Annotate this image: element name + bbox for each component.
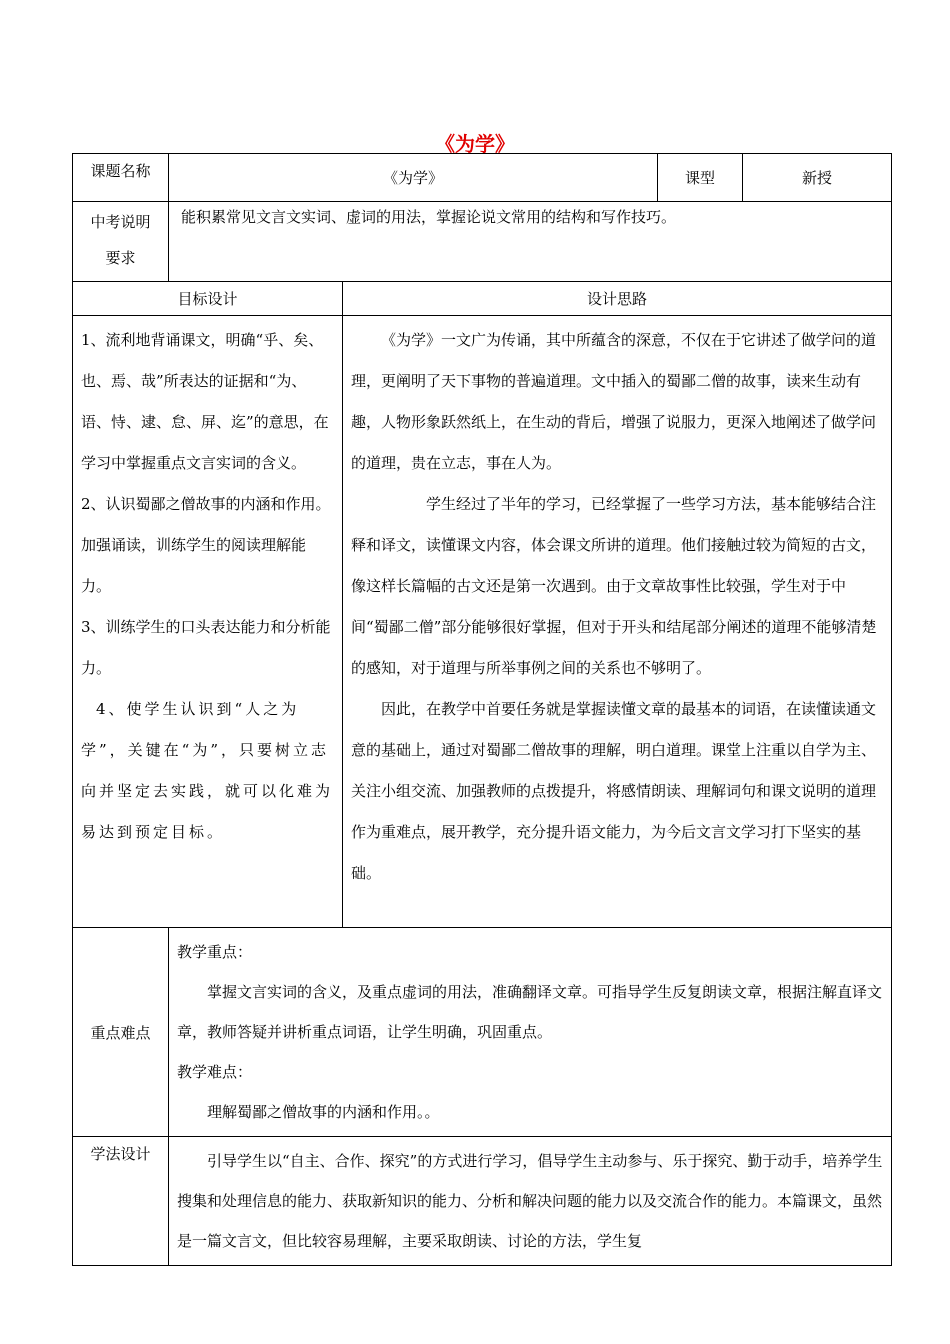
design-idea-header: 设计思路 <box>343 282 892 316</box>
exam-requirement-label <box>73 202 169 282</box>
keypoints-label: 重点难点 <box>73 928 169 1137</box>
document-title: 《为学》 <box>435 132 515 156</box>
exam-requirement-label-line2: 要求 <box>105 249 136 267</box>
lesson-type-value: 新授 <box>743 154 892 202</box>
goal-item: 1、流利地背诵课文，明确“乎、矣、也、焉、哉”所表达的证据和“为、语、恃、逮、怠、屏、迄”的意思，在学习中掌握重点文言实词的含义。 <box>81 331 329 472</box>
goal-item: 2、认识蜀鄙之僧故事的内涵和作用。加强诵读，训练学生的阅读理解能力。 <box>81 495 331 595</box>
keypoints-content <box>169 928 892 1137</box>
lesson-plan-table <box>72 153 892 1266</box>
exam-requirement-value: 能积累常见文言文实词、虚词的用法，掌握论说文常用的结构和写作技巧。 <box>169 202 892 282</box>
teaching-focus-text: 掌握文言实词的含义，及重点虚词的用法，准确翻译文章。可指导学生反复朗读文章，根据注解直译文章，教师答疑并讲析重点词语，让学生明确，巩固重点。 <box>177 983 883 1041</box>
method-row <box>73 1137 892 1266</box>
exam-requirement-label-line1: 中考说明 <box>90 213 151 231</box>
goal-list <box>73 316 343 928</box>
design-paragraph: 学生经过了半年的学习，已经掌握了一些学习方法，基本能够结合注释和译文，读懂课文内容，体会课文所讲的道理。他们接触过较为简短的古文，像这样长篇幅的古文还是第一次遇到。由于文章故事性比较强，学生对于中间“蜀鄙二僧”部分能够很好掌握，但对于开头和结尾部分阐述的道理不能够清楚的感知，对于道理与所举事例之间的关系也不够明了。 <box>351 495 877 677</box>
method-content <box>169 1137 892 1266</box>
teaching-difficulty-heading: 教学难点： <box>177 1063 253 1081</box>
goal-item: 4、使学生认识到“人之为学”，关键在“为”，只要树立志向并坚定去实践，就可以化难为易达到预定目标。 <box>81 700 334 841</box>
topic-label: 课题名称 <box>73 154 169 202</box>
method-text: 引导学生以“自主、合作、探究”的方式进行学习，倡导学生主动参与、乐于探究、勤于动手，培养学生搜集和处理信息的能力、获取新知识的能力、分析和解决问题的能力以及交流合作的能力。本篇课文，虽然是一篇文言文，但比较容易理解，主要采取朗读、讨论的方法，学生复 <box>177 1152 883 1250</box>
design-paragraph: 因此，在教学中首要任务就是掌握读懂文章的最基本的词语，在读懂读通文意的基础上，通过对蜀鄙二僧故事的理解，明白道理。课堂上注重以自学为主、关注小组交流、加强教师的点拨提升，将感情朗读、理解词句和课文说明的道理作为重难点，展开教学，充分提升语文能力，为今后文言文学习打下坚实的基础。 <box>351 700 877 882</box>
lesson-type-label: 课型 <box>658 154 743 202</box>
topic-value: 《为学》 <box>169 154 658 202</box>
design-paragraph: 《为学》一文广为传诵，其中所蕴含的深意，不仅在于它讲述了做学问的道理，更阐明了天下事物的普遍道理。文中插入的蜀鄙二僧的故事，读来生动有趣，人物形象跃然纸上，在生动的背后，增强了说服力，更深入地阐述了做学问的道理，贵在立志，事在人为。 <box>351 331 877 472</box>
goal-design-header: 目标设计 <box>73 282 343 316</box>
keypoints-row <box>73 928 892 1137</box>
goal-item: 3、训练学生的口头表达能力和分析能力。 <box>81 618 331 677</box>
teaching-difficulty-text: 理解蜀鄙之僧故事的内涵和作用。。 <box>207 1103 440 1121</box>
design-idea-text <box>343 316 892 928</box>
design-content-row <box>73 316 892 928</box>
exam-requirement-row <box>73 202 892 282</box>
method-label: 学法设计 <box>73 1137 169 1266</box>
design-header-row <box>73 282 892 316</box>
teaching-focus-heading: 教学重点： <box>177 943 253 961</box>
topic-row <box>73 154 892 202</box>
